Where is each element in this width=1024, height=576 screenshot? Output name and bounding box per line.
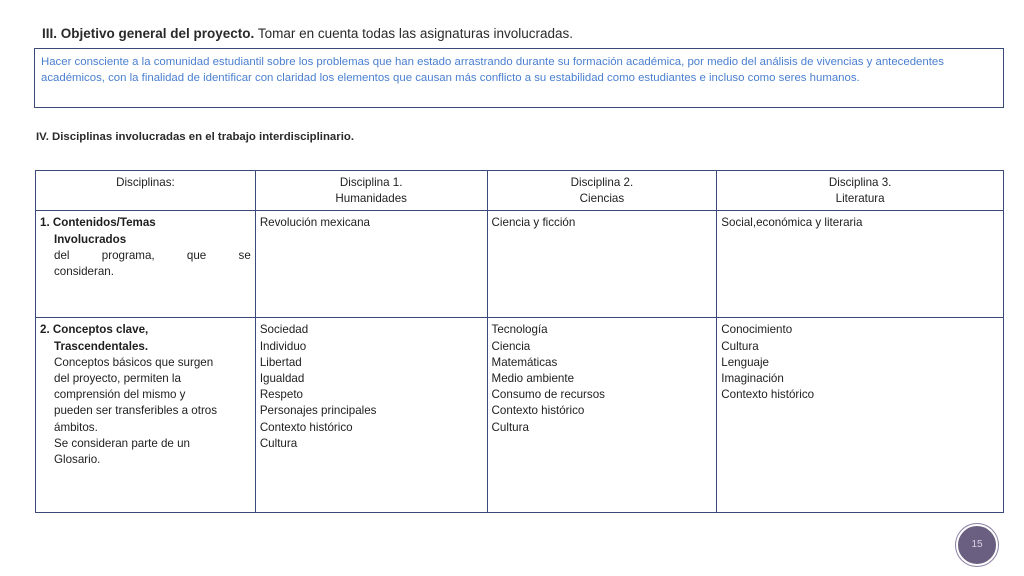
row-label-conceptos xyxy=(36,318,256,513)
section-4-heading: IV. Disciplinas involucradas en el trabajo interdisciplinario. xyxy=(36,131,354,143)
row-label-text: consideran. xyxy=(54,265,114,279)
page-number-badge xyxy=(956,524,998,566)
header-sublabel: Humanidades xyxy=(335,192,407,206)
header-disciplina-1 xyxy=(255,171,487,211)
row-label-text: Se consideran parte de un xyxy=(54,436,191,450)
cell-item: Consumo de recursos xyxy=(491,388,605,402)
header-disciplina-3 xyxy=(717,171,1004,211)
cell-item: Cultura xyxy=(491,420,529,434)
cell-item: Revolución mexicana xyxy=(259,216,371,230)
objective-text: Hacer consciente a la comunidad estudiantil sobre los problemas que han estado arrastrando durante su formación académica, por medio del análisis de vivencias y antecedentes académicos, con la finalidad de identificar con claridad los elementos que causan más conflicto a su estabilidad como estudiantes e incluso como seres humanos. xyxy=(41,56,944,85)
row-label-text: comprensión del mismo y xyxy=(54,388,186,402)
cell-item: Individuo xyxy=(259,339,307,353)
cell-item: Lenguaje xyxy=(721,355,769,369)
cell-item: Igualdad xyxy=(259,372,305,386)
row-label-title: 1. Contenidos/Temas xyxy=(40,216,156,230)
cell-item: Social,económica y literaria xyxy=(721,216,863,230)
cell-item: Tecnología xyxy=(491,323,548,337)
row-label-text: pueden ser transferibles a otros xyxy=(54,404,218,418)
section-3-heading xyxy=(42,26,573,41)
header-label: Disciplina 1. xyxy=(339,176,403,189)
cell-item: Ciencia y ficción xyxy=(491,216,576,230)
cell-item: Cultura xyxy=(259,436,298,450)
cell-d1-contenidos xyxy=(255,211,487,318)
cell-item: Medio ambiente xyxy=(491,372,575,386)
page-number: 15 xyxy=(971,539,983,550)
header-disciplina-2 xyxy=(487,171,717,211)
header-sublabel: Literatura xyxy=(835,192,885,206)
row-label-text: del programa, que se xyxy=(54,248,251,262)
row-label-title: 2. Conceptos clave, xyxy=(40,323,149,337)
cell-d3-contenidos xyxy=(717,211,1004,318)
table-row-conceptos xyxy=(36,318,1004,513)
cell-item: Sociedad xyxy=(259,323,309,337)
table-header-row xyxy=(36,171,1004,211)
cell-d2-contenidos xyxy=(487,211,717,318)
cell-item: Cultura xyxy=(721,339,759,353)
row-label-text: del proyecto, permiten la xyxy=(54,372,181,386)
section-3-subtitle: Tomar en cuenta todas las asignaturas involucradas. xyxy=(254,26,573,41)
row-label-text: ámbitos. xyxy=(54,420,98,434)
cell-d3-conceptos xyxy=(717,318,1004,513)
row-label-text: Conceptos básicos que surgen xyxy=(54,355,214,369)
cell-item: Contexto histórico xyxy=(721,388,815,402)
disciplines-table xyxy=(35,170,1004,513)
cell-d2-conceptos xyxy=(487,318,717,513)
header-label: Disciplina 2. xyxy=(570,176,634,189)
cell-item: Contexto histórico xyxy=(259,420,353,434)
cell-item: Ciencia xyxy=(491,339,531,353)
row-label-subtitle: Involucrados xyxy=(54,232,127,246)
cell-item: Matemáticas xyxy=(491,355,558,369)
objective-box xyxy=(34,48,1004,108)
table-row-contenidos xyxy=(36,211,1004,318)
cell-item: Respeto xyxy=(259,388,303,402)
row-label-contenidos xyxy=(36,211,256,318)
row-label-text: Glosario. xyxy=(54,453,101,467)
cell-item: Contexto histórico xyxy=(491,404,585,418)
cell-item: Libertad xyxy=(259,355,302,369)
header-disciplinas xyxy=(36,171,256,211)
cell-d1-conceptos xyxy=(255,318,487,513)
row-label-subtitle: Trascendentales. xyxy=(54,339,149,353)
cell-item: Imaginación xyxy=(721,372,784,386)
header-label: Disciplinas: xyxy=(116,176,175,189)
header-label: Disciplina 3. xyxy=(828,176,892,189)
section-3-title: III. Objetivo general del proyecto. xyxy=(42,26,255,41)
cell-item: Conocimiento xyxy=(721,323,793,337)
cell-item: Personajes principales xyxy=(259,404,377,418)
header-sublabel: Ciencias xyxy=(579,192,625,206)
